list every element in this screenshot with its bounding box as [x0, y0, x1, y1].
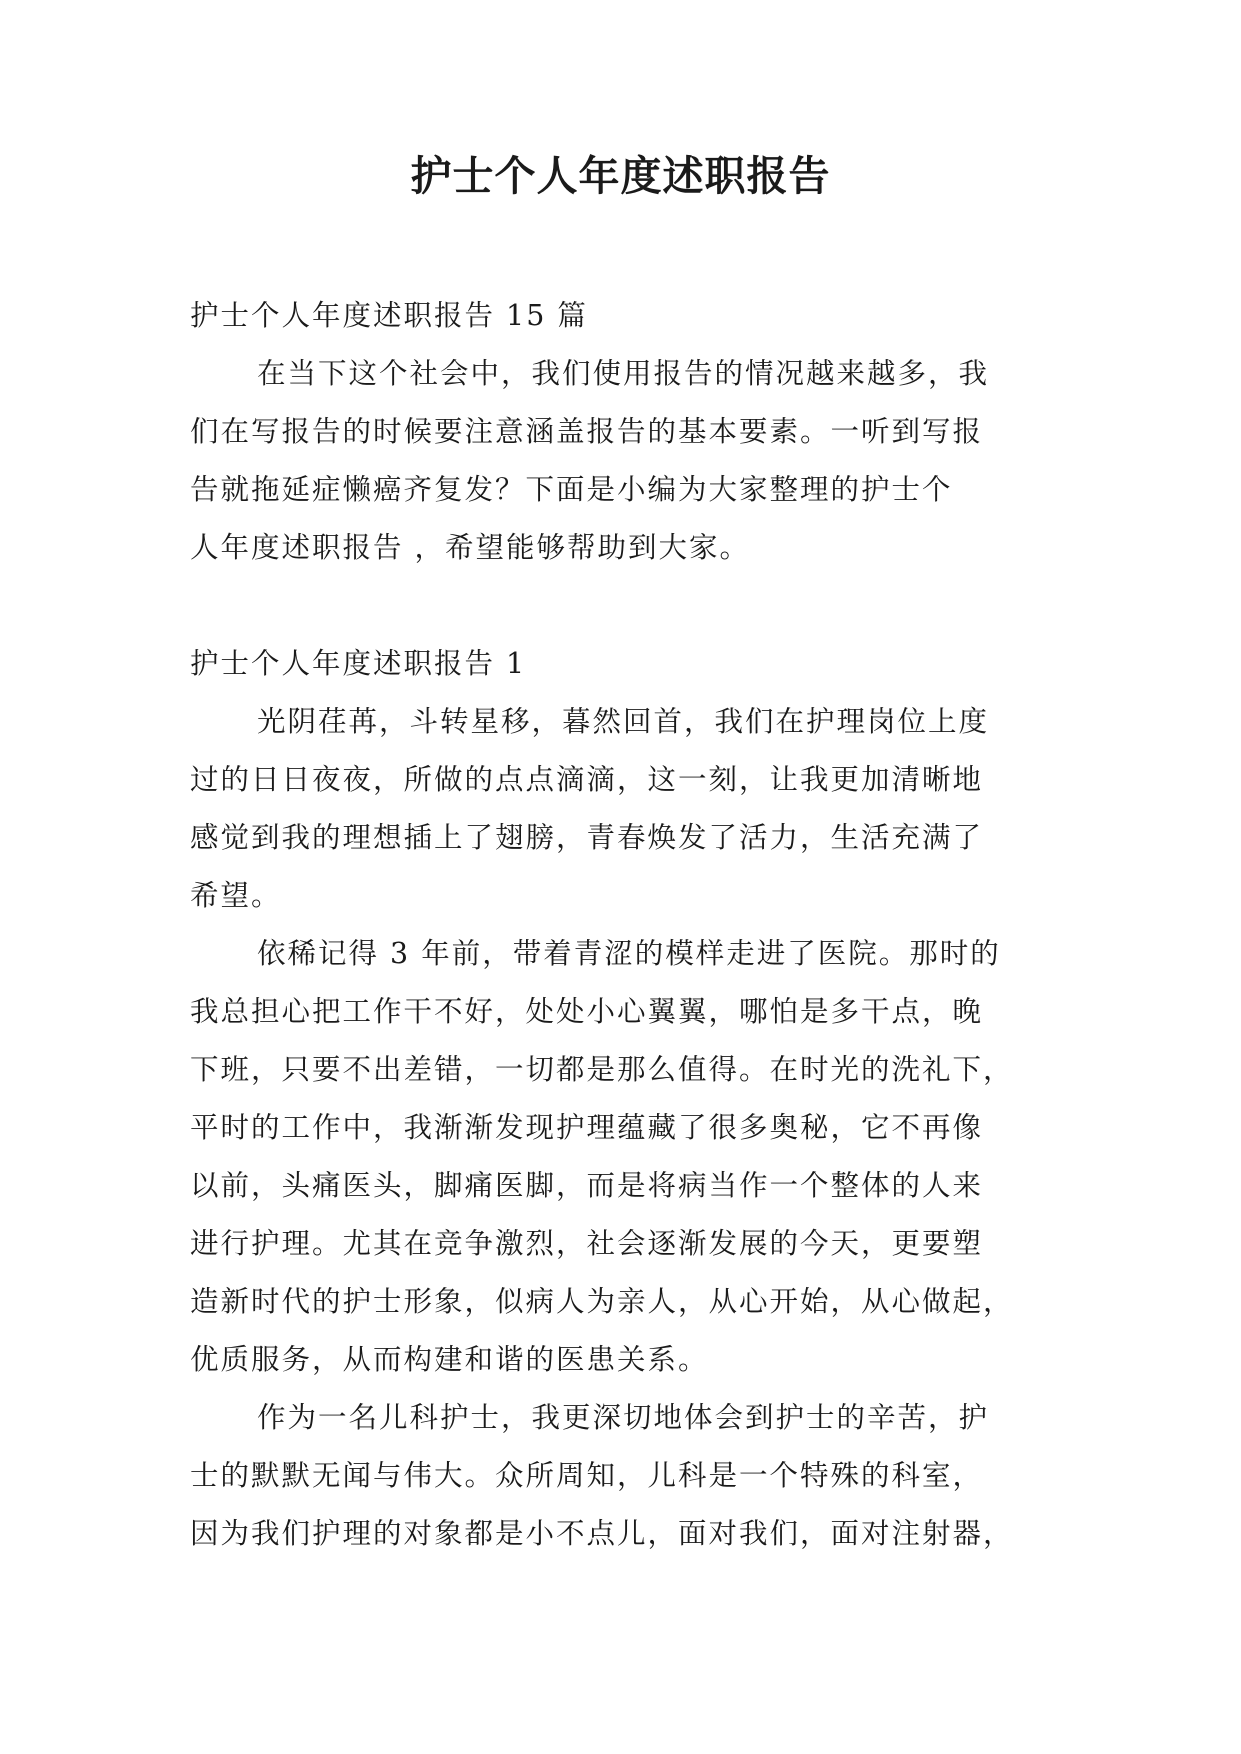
text-line: 告就拖延症懒癌齐复发？下面是小编为大家整理的护士个 — [190, 473, 953, 506]
text-line: 以前，头痛医头，脚痛医脚，而是将病当作一个整体的人来 — [190, 1169, 984, 1202]
text-line: 护士个人年度述职报告 15 篇 — [190, 299, 588, 332]
text-line: 护士个人年度述职报告 1 — [190, 647, 527, 680]
text-line: 优质服务，从而构建和谐的医患关系。 — [190, 1343, 709, 1376]
text-line: 进行护理。尤其在竞争激烈，社会逐渐发展的今天，更要塑 — [190, 1227, 984, 1260]
text-line: 们在写报告的时候要注意涵盖报告的基本要素。一听到写报 — [190, 415, 984, 448]
text-line: 希望。 — [190, 879, 282, 912]
text-line: 人年度述职报告 ，希望能够帮助到大家。 — [190, 531, 751, 564]
text-line: 士的默默无闻与伟大。众所周知，儿科是一个特殊的科室， — [190, 1459, 984, 1492]
paragraph-gap — [190, 577, 1052, 635]
document-title: 护士个人年度述职报告 — [410, 152, 831, 200]
text-line: 平时的工作中，我渐渐发现护理蕴藏了很多奥秘，它不再像 — [190, 1111, 984, 1144]
text-line: 因为我们护理的对象都是小不点儿，面对我们，面对注射器， — [190, 1517, 1014, 1550]
text-line: 下班，只要不出差错，一切都是那么值得。在时光的洗礼下， — [190, 1053, 1014, 1086]
text-line: 我总担心把工作干不好，处处小心翼翼，哪怕是多干点，晚 — [190, 995, 984, 1028]
text-line: 感觉到我的理想插上了翅膀，青春焕发了活力，生活充满了 — [190, 821, 984, 854]
text-line: 造新时代的护士形象，似病人为亲人，从心开始，从心做起， — [190, 1285, 1014, 1318]
text-line: 过的日日夜夜，所做的点点滴滴，这一刻，让我更加清晰地 — [190, 763, 984, 796]
text-line: 在当下这个社会中，我们使用报告的情况越来越多，我 — [257, 357, 990, 390]
text-line: 依稀记得 3 年前，带着青涩的模样走进了医院。那时的 — [257, 937, 1001, 970]
document-body — [190, 287, 1052, 1563]
text-line: 光阴荏苒，斗转星移，暮然回首，我们在护理岗位上度 — [257, 705, 990, 738]
text-line: 作为一名儿科护士，我更深切地体会到护士的辛苦，护 — [257, 1401, 990, 1434]
